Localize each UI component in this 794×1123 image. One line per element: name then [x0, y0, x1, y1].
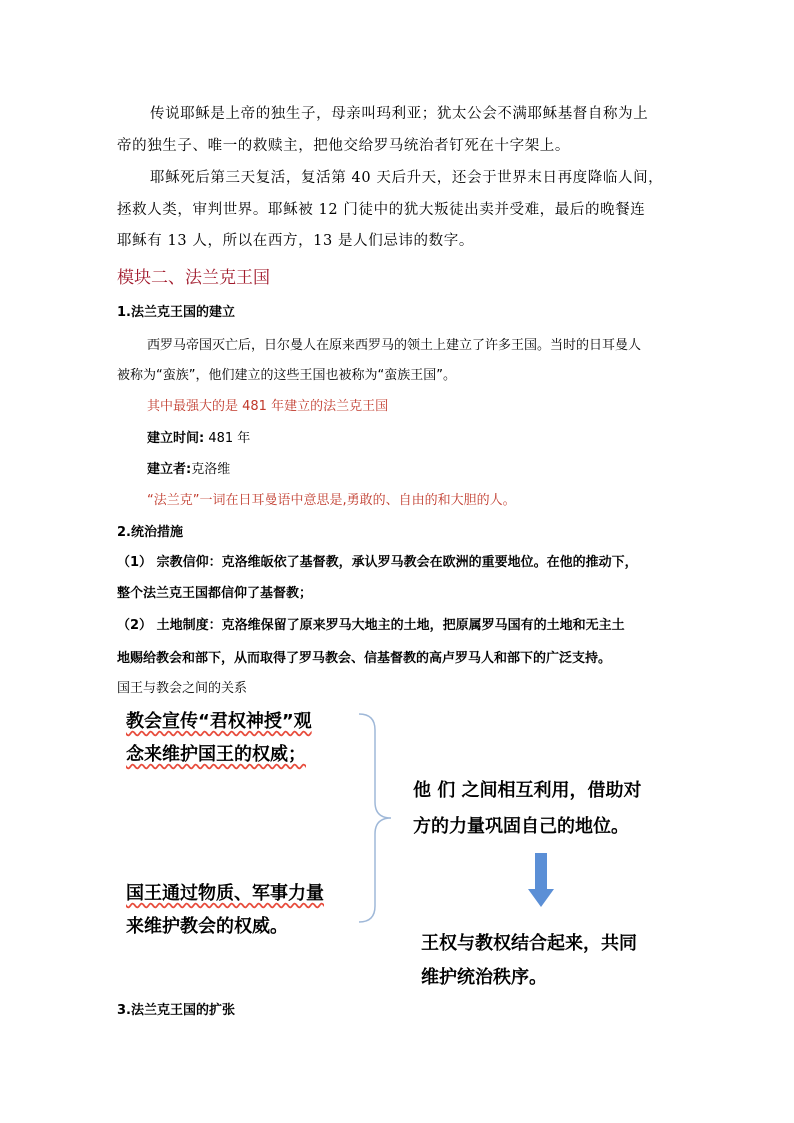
section1-para-line2: 被称为“蛮族”，他们建立的这些王国也被称为“蛮族王国”。: [117, 368, 456, 383]
diagram-union-line2: 维护统治秩序。: [421, 967, 547, 988]
founding-time: [147, 427, 250, 446]
arrow-shaft: [535, 853, 547, 891]
section3-title: 3.法兰克王国的扩张: [117, 1003, 235, 1018]
measure2-line2: 地赐给教会和部下，从而取得了罗马教会、信基督教的高卢罗马人和部下的广泛支持。: [117, 651, 612, 666]
brace-path: [359, 714, 391, 922]
section1-para-line1: 西罗马帝国灭亡后，日尔曼人在原来西罗马的领土上建立了许多王国。当时的日耳曼人: [147, 338, 642, 353]
diagram-king-line1: 国王通过物质、军事力量: [126, 883, 324, 904]
curly-brace-icon: [355, 712, 395, 924]
story-p2-line1: 耶稣死后第三天复活，复活第 40 天后升天，还会于世界末日再度降临人间，: [150, 170, 664, 186]
story-p1-line1: 传说耶稣是上帝的独生子，母亲叫玛利亚；犹太公会不满耶稣基督自称为上: [150, 106, 649, 122]
measure2-line1: （2） 土地制度：克洛维保留了原来罗马大地主的土地，把原属罗马国有的土地和无主土: [117, 618, 625, 633]
diagram-king-line2: 来维护教会的权威。: [126, 916, 288, 937]
strongest-kingdom-note: 其中最强大的是 481 年建立的法兰克王国: [147, 399, 389, 414]
measure1-line1: （1） 宗教信仰：克洛维皈依了基督教，承认罗马教会在欧洲的重要地位。在他的推动下，: [117, 555, 638, 570]
founder-label: 建立者:: [147, 462, 192, 477]
diagram-church-line2: 念来维护国王的权威；: [126, 744, 306, 765]
frank-meaning-note: “法兰克”一词在日耳曼语中意思是,勇敢的、自由的和大胆的人。: [147, 493, 516, 508]
section1-title: 1.法兰克王国的建立: [117, 305, 235, 320]
section2-title: 2.统治措施: [117, 525, 183, 540]
founder: [147, 458, 230, 477]
diagram-church-line1: 教会宣传“君权神授”观: [126, 711, 312, 732]
down-arrow-icon: [526, 853, 556, 908]
founder-value: 克洛维: [191, 462, 231, 477]
module-title: 模块二、法兰克王国: [117, 268, 270, 288]
story-p2-line2: 拯救人类，审判世界。耶稣被 12 门徒中的犹大叛徒出卖并受难，最后的晚餐连: [117, 202, 646, 218]
diagram-mutual-line2: 方的力量巩固自己的地位。: [413, 816, 629, 837]
story-p2-line3: 耶稣有 13 人，所以在西方，13 是人们忌讳的数字。: [117, 233, 474, 249]
story-p1-line2: 帝的独生子、唯一的救赎主，把他交给罗马统治者钉死在十字架上。: [117, 138, 570, 154]
measure1-line2: 整个法兰克王国都信仰了基督教；: [117, 586, 313, 601]
diagram-union-line1: 王权与教权结合起来，共同: [421, 933, 637, 954]
diagram-mutual-line1: 他 们 之间相互利用，借助对: [413, 780, 642, 801]
founding-time-label: 建立时间:: [147, 431, 205, 446]
relation-label: 国王与教会之间的关系: [117, 681, 248, 696]
founding-time-value: 481 年: [204, 431, 251, 446]
arrow-head: [528, 889, 554, 907]
